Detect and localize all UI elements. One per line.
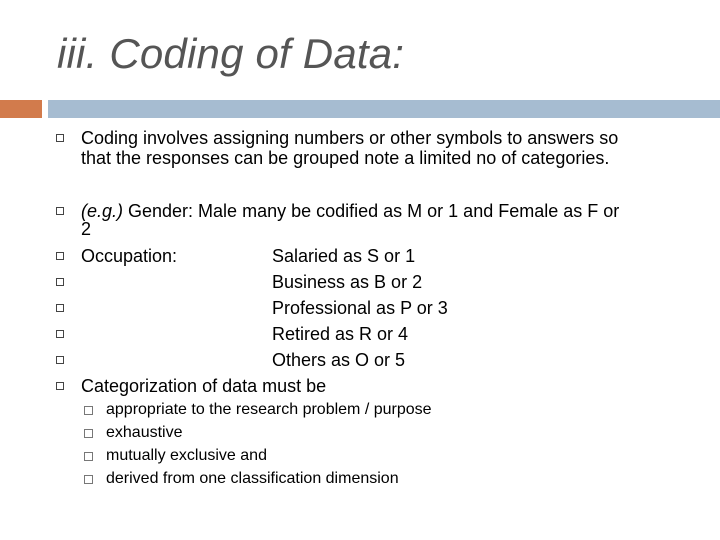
slide-title: iii. Coding of Data: bbox=[57, 30, 405, 77]
bullet-square-icon bbox=[56, 304, 64, 312]
sub-bullet-text-3: mutually exclusive and bbox=[106, 447, 267, 464]
accent-bar-orange bbox=[0, 100, 42, 118]
bullet-text-2-wrap: 2 bbox=[81, 219, 92, 239]
accent-bar-blue bbox=[48, 100, 720, 118]
sub-bullet-square-icon bbox=[84, 452, 93, 461]
occupation-label: Occupation: bbox=[81, 246, 178, 266]
bullet-text-1b: that the responses can be grouped note a limited no of categories. bbox=[81, 148, 610, 168]
bullet-text-2 bbox=[81, 201, 619, 221]
sub-bullet-text-4: derived from one classification dimension bbox=[106, 470, 399, 487]
occupation-value-business: Business as B or 2 bbox=[272, 272, 423, 292]
bullet-text-1a: Coding involves assigning numbers or other symbols to answers so bbox=[81, 128, 619, 148]
eg-label: (e.g.) bbox=[81, 201, 124, 221]
occupation-value-retired: Retired as R or 4 bbox=[272, 324, 409, 344]
occupation-value-salaried: Salaried as S or 1 bbox=[272, 246, 416, 266]
bullet-square-icon bbox=[56, 207, 64, 215]
bullet-square-icon bbox=[56, 382, 64, 390]
bullet-square-icon bbox=[56, 278, 64, 286]
sub-bullet-square-icon bbox=[84, 406, 93, 415]
bullet-square-icon bbox=[56, 356, 64, 364]
occupation-value-others: Others as O or 5 bbox=[272, 350, 406, 370]
sub-bullet-square-icon bbox=[84, 429, 93, 438]
sub-bullet-square-icon bbox=[84, 475, 93, 484]
sub-bullet-text-1: appropriate to the research problem / purpose bbox=[106, 401, 432, 418]
categorization-text: Categorization of data must be bbox=[81, 376, 327, 396]
sub-bullet-text-2: exhaustive bbox=[106, 424, 183, 441]
occupation-value-professional: Professional as P or 3 bbox=[272, 298, 448, 318]
gender-text: Gender: Male many be codified as M or 1 and Female as F or bbox=[123, 201, 620, 221]
bullet-square-icon bbox=[56, 252, 64, 260]
bullet-square-icon bbox=[56, 330, 64, 338]
bullet-square-icon bbox=[56, 134, 64, 142]
